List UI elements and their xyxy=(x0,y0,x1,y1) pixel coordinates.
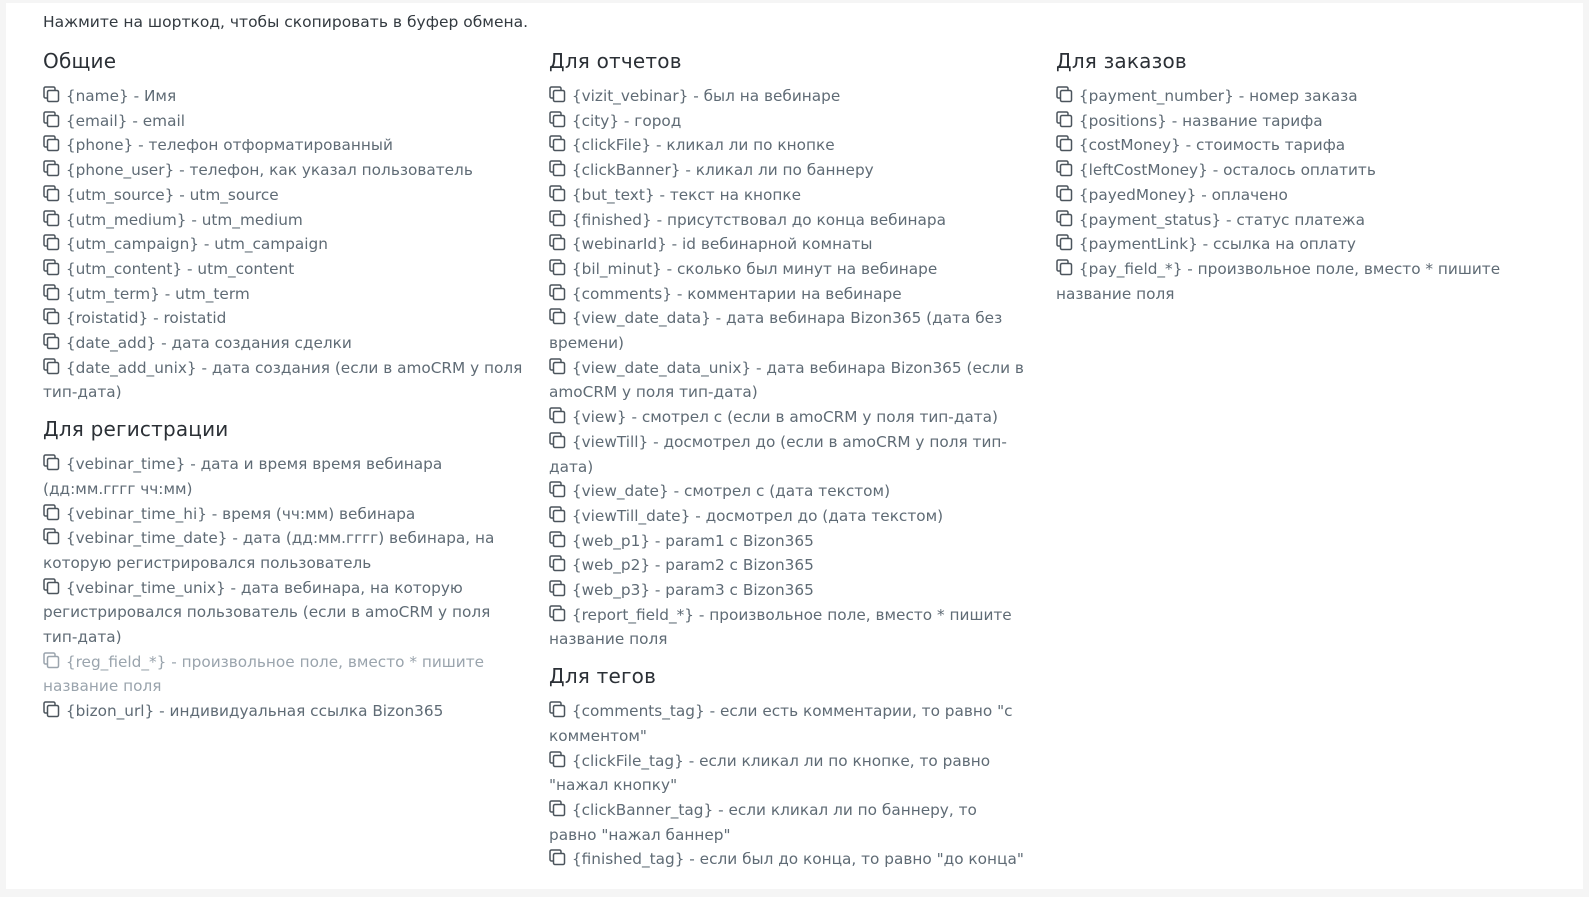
copy-icon xyxy=(1056,86,1073,103)
shortcode-item[interactable] xyxy=(43,650,523,699)
shortcode-description: - номер заказа xyxy=(1233,87,1358,105)
copy-icon xyxy=(549,185,566,202)
shortcode-code: {view_date_data} xyxy=(571,309,711,328)
shortcode-description: - дата вебинара Bizon365 (дата без времени) xyxy=(549,309,1003,353)
copy-icon xyxy=(43,160,60,177)
copy-icon xyxy=(549,580,566,597)
shortcode-code: {viewTill} xyxy=(571,432,649,451)
shortcode-code: {email} xyxy=(65,111,128,130)
shortcode-code: {finished} xyxy=(571,210,652,229)
copy-icon xyxy=(43,308,60,325)
shortcode-code: {clickFile_tag} xyxy=(571,751,684,770)
copy-icon xyxy=(549,210,566,227)
section-title-orders: Для заказов xyxy=(1056,49,1187,73)
shortcode-code: {finished_tag} xyxy=(571,850,685,869)
copy-icon xyxy=(43,358,60,375)
shortcode-description: - id вебинарной комнаты xyxy=(666,235,873,254)
shortcode-item[interactable] xyxy=(549,798,1029,847)
shortcode-item[interactable] xyxy=(1056,133,1536,158)
shortcode-item[interactable] xyxy=(549,158,1029,183)
shortcode-code: {phone} xyxy=(65,136,134,155)
shortcode-code: {web_p2} xyxy=(571,556,651,575)
copy-icon xyxy=(549,506,566,523)
shortcode-description: - param3 с Bizon365 xyxy=(650,581,814,600)
shortcode-item[interactable] xyxy=(549,183,1029,208)
shortcode-list-general xyxy=(43,84,523,405)
shortcode-description: - utm_term xyxy=(159,284,250,303)
shortcode-description: - досмотрел до (если в amoCRM у поля тип-дата) xyxy=(549,432,1007,476)
shortcode-description: - текст на кнопке xyxy=(654,185,802,204)
shortcode-code: {viewTill_date} xyxy=(571,506,691,525)
shortcode-description: - произвольное поле, вместо * пишите название поля xyxy=(1056,259,1501,303)
shortcode-code: {payment_number} xyxy=(1078,87,1234,105)
shortcode-description: - param2 с Bizon365 xyxy=(650,556,814,575)
shortcode-item[interactable] xyxy=(43,133,523,158)
shortcode-item[interactable] xyxy=(43,282,523,307)
shortcode-item[interactable] xyxy=(549,479,1029,504)
shortcode-description: - оплачено xyxy=(1196,185,1288,204)
shortcode-description: - если кликал ли по баннеру, то равно "нажал баннер" xyxy=(549,800,977,844)
copy-icon xyxy=(43,185,60,202)
shortcode-item[interactable] xyxy=(549,133,1029,158)
copy-icon xyxy=(43,111,60,128)
shortcode-description: - осталось оплатить xyxy=(1207,161,1376,180)
shortcode-item[interactable] xyxy=(549,306,1029,355)
shortcode-description: - дата создания сделки xyxy=(156,334,352,353)
shortcode-code: {date_add_unix} xyxy=(65,358,197,377)
copy-icon xyxy=(43,333,60,350)
shortcode-item[interactable] xyxy=(549,847,1029,872)
shortcode-item[interactable] xyxy=(549,430,1029,479)
section-title-general: Общие xyxy=(43,49,117,73)
shortcode-description: - телефон отформатированный xyxy=(133,136,393,155)
shortcode-description: - досмотрел до (дата текстом) xyxy=(690,506,944,525)
shortcode-code: {clickFile} xyxy=(571,136,652,155)
shortcode-item[interactable] xyxy=(549,282,1029,307)
copy-icon xyxy=(549,284,566,301)
shortcode-item[interactable] xyxy=(43,502,523,527)
section-title-tags: Для тегов xyxy=(549,664,657,689)
shortcode-code: {vebinar_time_hi} xyxy=(65,504,207,523)
copy-icon xyxy=(1056,135,1073,152)
shortcode-code: {web_p3} xyxy=(571,581,651,600)
shortcode-code: {but_text} xyxy=(571,185,655,204)
copy-icon xyxy=(43,86,60,103)
shortcode-item[interactable] xyxy=(1056,208,1536,233)
copy-icon xyxy=(549,407,566,424)
copy-icon xyxy=(549,111,566,128)
shortcode-description: - произвольное поле, вместо * пишите название поля xyxy=(43,652,485,696)
copy-icon xyxy=(43,528,60,545)
copy-icon xyxy=(549,701,566,718)
shortcode-code: {vebinar_time_date} xyxy=(65,529,228,548)
shortcode-description: - roistatid xyxy=(148,309,227,328)
shortcode-description: - Имя xyxy=(128,87,177,105)
shortcode-code: {utm_campaign} xyxy=(65,235,200,254)
shortcode-item[interactable] xyxy=(549,356,1029,405)
copy-icon xyxy=(549,308,566,325)
shortcode-code: {leftCostMoney} xyxy=(1078,161,1208,180)
shortcode-description: - если был до конца, то равно "до конца" xyxy=(684,850,1024,869)
copy-icon xyxy=(1056,259,1073,276)
shortcode-item[interactable] xyxy=(43,257,523,282)
shortcode-item[interactable] xyxy=(549,504,1029,529)
shortcode-item[interactable] xyxy=(549,232,1029,257)
shortcode-code: {comments_tag} xyxy=(571,702,705,721)
shortcode-description: - комментарии на вебинаре xyxy=(672,284,902,303)
shortcode-description: - присутствовал до конца вебинара xyxy=(651,210,947,229)
shortcode-code: {payedMoney} xyxy=(1078,185,1197,204)
copy-icon xyxy=(1056,160,1073,177)
shortcode-item[interactable] xyxy=(1056,257,1536,306)
copy-icon xyxy=(549,849,566,866)
copy-icon xyxy=(549,605,566,622)
shortcode-description: - время (чч:мм) вебинара xyxy=(206,504,416,523)
shortcode-list-reports xyxy=(549,84,1029,652)
shortcode-code: {date_add} xyxy=(65,334,157,353)
shortcode-item[interactable] xyxy=(549,553,1029,578)
shortcode-description: - utm_campaign xyxy=(199,235,328,254)
shortcode-item[interactable] xyxy=(1056,84,1536,109)
shortcode-code: {utm_medium} xyxy=(65,210,187,229)
shortcode-code: {utm_content} xyxy=(65,259,183,278)
shortcode-description: - если есть комментарии, то равно "с комментом" xyxy=(549,702,1013,745)
shortcode-description: - стоимость тарифа xyxy=(1180,136,1346,155)
copy-icon xyxy=(549,160,566,177)
shortcode-description: - произвольное поле, вместо * пишите название поля xyxy=(549,605,1012,649)
copy-icon xyxy=(549,358,566,375)
shortcode-description: - utm_medium xyxy=(186,210,303,229)
shortcode-code: {report_field_*} xyxy=(571,605,695,624)
copy-icon xyxy=(549,259,566,276)
shortcode-item[interactable] xyxy=(43,109,523,134)
shortcode-item[interactable] xyxy=(549,749,1029,798)
shortcode-code: {roistatid} xyxy=(65,309,149,328)
shortcode-description: - город xyxy=(619,111,682,130)
shortcode-code: {name} xyxy=(65,87,129,105)
copy-icon xyxy=(43,234,60,251)
shortcode-code: {clickBanner_tag} xyxy=(571,800,714,819)
shortcode-item[interactable] xyxy=(43,306,523,331)
shortcode-item[interactable] xyxy=(43,232,523,257)
shortcode-list-registration xyxy=(43,452,523,724)
copy-icon xyxy=(549,135,566,152)
copy-icon xyxy=(549,751,566,768)
shortcode-code: {positions} xyxy=(1078,111,1167,130)
shortcode-code: {vebinar_time_unix} xyxy=(65,578,226,597)
shortcode-description: - если кликал ли по кнопке, то равно "нажал кнопку" xyxy=(549,751,991,795)
shortcode-list-orders xyxy=(1056,84,1536,306)
shortcode-code: {view} xyxy=(571,408,627,427)
shortcode-code: {paymentLink} xyxy=(1078,235,1198,254)
shortcode-code: {bil_minut} xyxy=(571,259,662,278)
copy-icon xyxy=(43,652,60,669)
shortcode-item[interactable] xyxy=(549,109,1029,134)
shortcode-item[interactable] xyxy=(43,331,523,356)
copy-icon xyxy=(1056,185,1073,202)
shortcode-item[interactable] xyxy=(43,576,523,650)
copy-icon xyxy=(43,578,60,595)
copy-icon xyxy=(1056,210,1073,227)
shortcode-description: - кликал ли по баннеру xyxy=(680,161,874,180)
shortcode-item[interactable] xyxy=(1056,183,1536,208)
shortcode-description: - дата вебинара, на которую регистрировался пользователь (если в amoCRM у поля тип-дата) xyxy=(43,578,491,647)
shortcode-item[interactable] xyxy=(549,529,1029,554)
shortcode-item[interactable] xyxy=(549,84,1029,109)
shortcode-item[interactable] xyxy=(549,257,1029,282)
column-right xyxy=(1056,48,1536,306)
shortcode-description: - дата вебинара Bizon365 (если в amoCRM у поля тип-дата) xyxy=(549,358,1024,402)
shortcode-code: {web_p1} xyxy=(571,531,651,550)
copy-icon xyxy=(549,800,566,817)
shortcode-item[interactable] xyxy=(43,526,523,575)
shortcodes-panel xyxy=(6,3,1583,889)
shortcode-item[interactable] xyxy=(1056,232,1536,257)
shortcode-code: {utm_term} xyxy=(65,284,160,303)
shortcode-item[interactable] xyxy=(43,84,523,109)
shortcode-item[interactable] xyxy=(43,452,523,501)
copy-icon xyxy=(549,531,566,548)
copy-icon xyxy=(1056,111,1073,128)
copy-icon xyxy=(1056,234,1073,251)
shortcode-description: - дата (дд:мм.гггг) вебинара, на которую регистрировался пользователь xyxy=(43,529,495,572)
copy-icon xyxy=(43,284,60,301)
copy-icon xyxy=(549,234,566,251)
copy-icon xyxy=(549,432,566,449)
shortcode-item[interactable] xyxy=(549,208,1029,233)
shortcode-code: {bizon_url} xyxy=(65,702,155,721)
copy-icon xyxy=(549,86,566,103)
shortcode-code: {phone_user} xyxy=(65,161,175,180)
shortcode-description: - смотрел с (дата текстом) xyxy=(668,482,891,501)
copy-icon xyxy=(549,481,566,498)
shortcode-item[interactable] xyxy=(43,356,523,405)
shortcode-description: - дата создания (если в amoCRM у поля тип-дата) xyxy=(43,358,523,402)
copy-icon xyxy=(43,701,60,718)
shortcode-description: - название тарифа xyxy=(1166,111,1323,130)
copy-icon xyxy=(43,504,60,521)
shortcode-description: - индивидуальная ссылка Bizon365 xyxy=(154,702,444,721)
section-title-registration: Для регистрации xyxy=(43,417,229,442)
shortcode-item[interactable] xyxy=(549,405,1029,430)
shortcode-code: {vizit_vebinar} xyxy=(571,87,689,105)
shortcode-code: {clickBanner} xyxy=(571,161,681,180)
shortcode-item[interactable] xyxy=(1056,158,1536,183)
section-title-reports: Для отчетов xyxy=(549,49,682,73)
shortcode-code: {costMoney} xyxy=(1078,136,1181,155)
shortcode-item[interactable] xyxy=(43,158,523,183)
shortcode-code: {vebinar_time} xyxy=(65,455,186,474)
shortcode-description: - статус платежа xyxy=(1221,210,1365,229)
shortcode-code: {comments} xyxy=(571,284,672,303)
shortcode-code: {reg_field_*} xyxy=(65,652,167,671)
shortcode-description: - utm_source xyxy=(174,185,279,204)
shortcode-code: {utm_source} xyxy=(65,185,175,204)
shortcode-code: {webinarId} xyxy=(571,235,667,254)
shortcode-description: - дата и время время вебинара (дд:мм.гггг чч:мм) xyxy=(43,455,443,498)
copy-icon xyxy=(43,454,60,471)
shortcode-item[interactable] xyxy=(1056,109,1536,134)
shortcode-list-tags xyxy=(549,699,1029,872)
shortcode-description: - кликал ли по кнопке xyxy=(651,136,835,155)
shortcode-description: - был на вебинаре xyxy=(688,87,841,105)
shortcode-description: - utm_content xyxy=(182,259,295,278)
shortcode-code: {payment_status} xyxy=(1078,210,1222,229)
shortcode-description: - ссылка на оплату xyxy=(1197,235,1356,254)
shortcode-code: {view_date} xyxy=(571,482,669,501)
shortcode-item[interactable] xyxy=(549,699,1029,748)
copy-icon xyxy=(43,259,60,276)
column-left xyxy=(43,48,523,724)
copy-icon xyxy=(43,210,60,227)
shortcode-code: {city} xyxy=(571,111,620,130)
shortcode-description: - смотрел с (если в amoCRM у поля тип-дата) xyxy=(626,408,999,427)
copy-hint: Нажмите на шорткод, чтобы скопировать в буфер обмена. xyxy=(43,13,529,31)
shortcode-description: - телефон, как указал пользователь xyxy=(174,161,473,180)
shortcode-item[interactable] xyxy=(43,699,523,724)
shortcode-description: - param1 с Bizon365 xyxy=(650,531,814,550)
shortcode-item[interactable] xyxy=(549,578,1029,603)
copy-icon xyxy=(549,555,566,572)
shortcode-item[interactable] xyxy=(549,603,1029,652)
shortcode-item[interactable] xyxy=(43,208,523,233)
column-middle xyxy=(549,48,1029,872)
shortcode-code: {pay_field_*} xyxy=(1078,259,1183,278)
shortcode-item[interactable] xyxy=(43,183,523,208)
shortcode-code: {view_date_data_unix} xyxy=(571,358,752,377)
shortcode-description: - email xyxy=(127,111,185,130)
shortcode-description: - сколько был минут на вебинаре xyxy=(661,259,938,278)
copy-icon xyxy=(43,135,60,152)
